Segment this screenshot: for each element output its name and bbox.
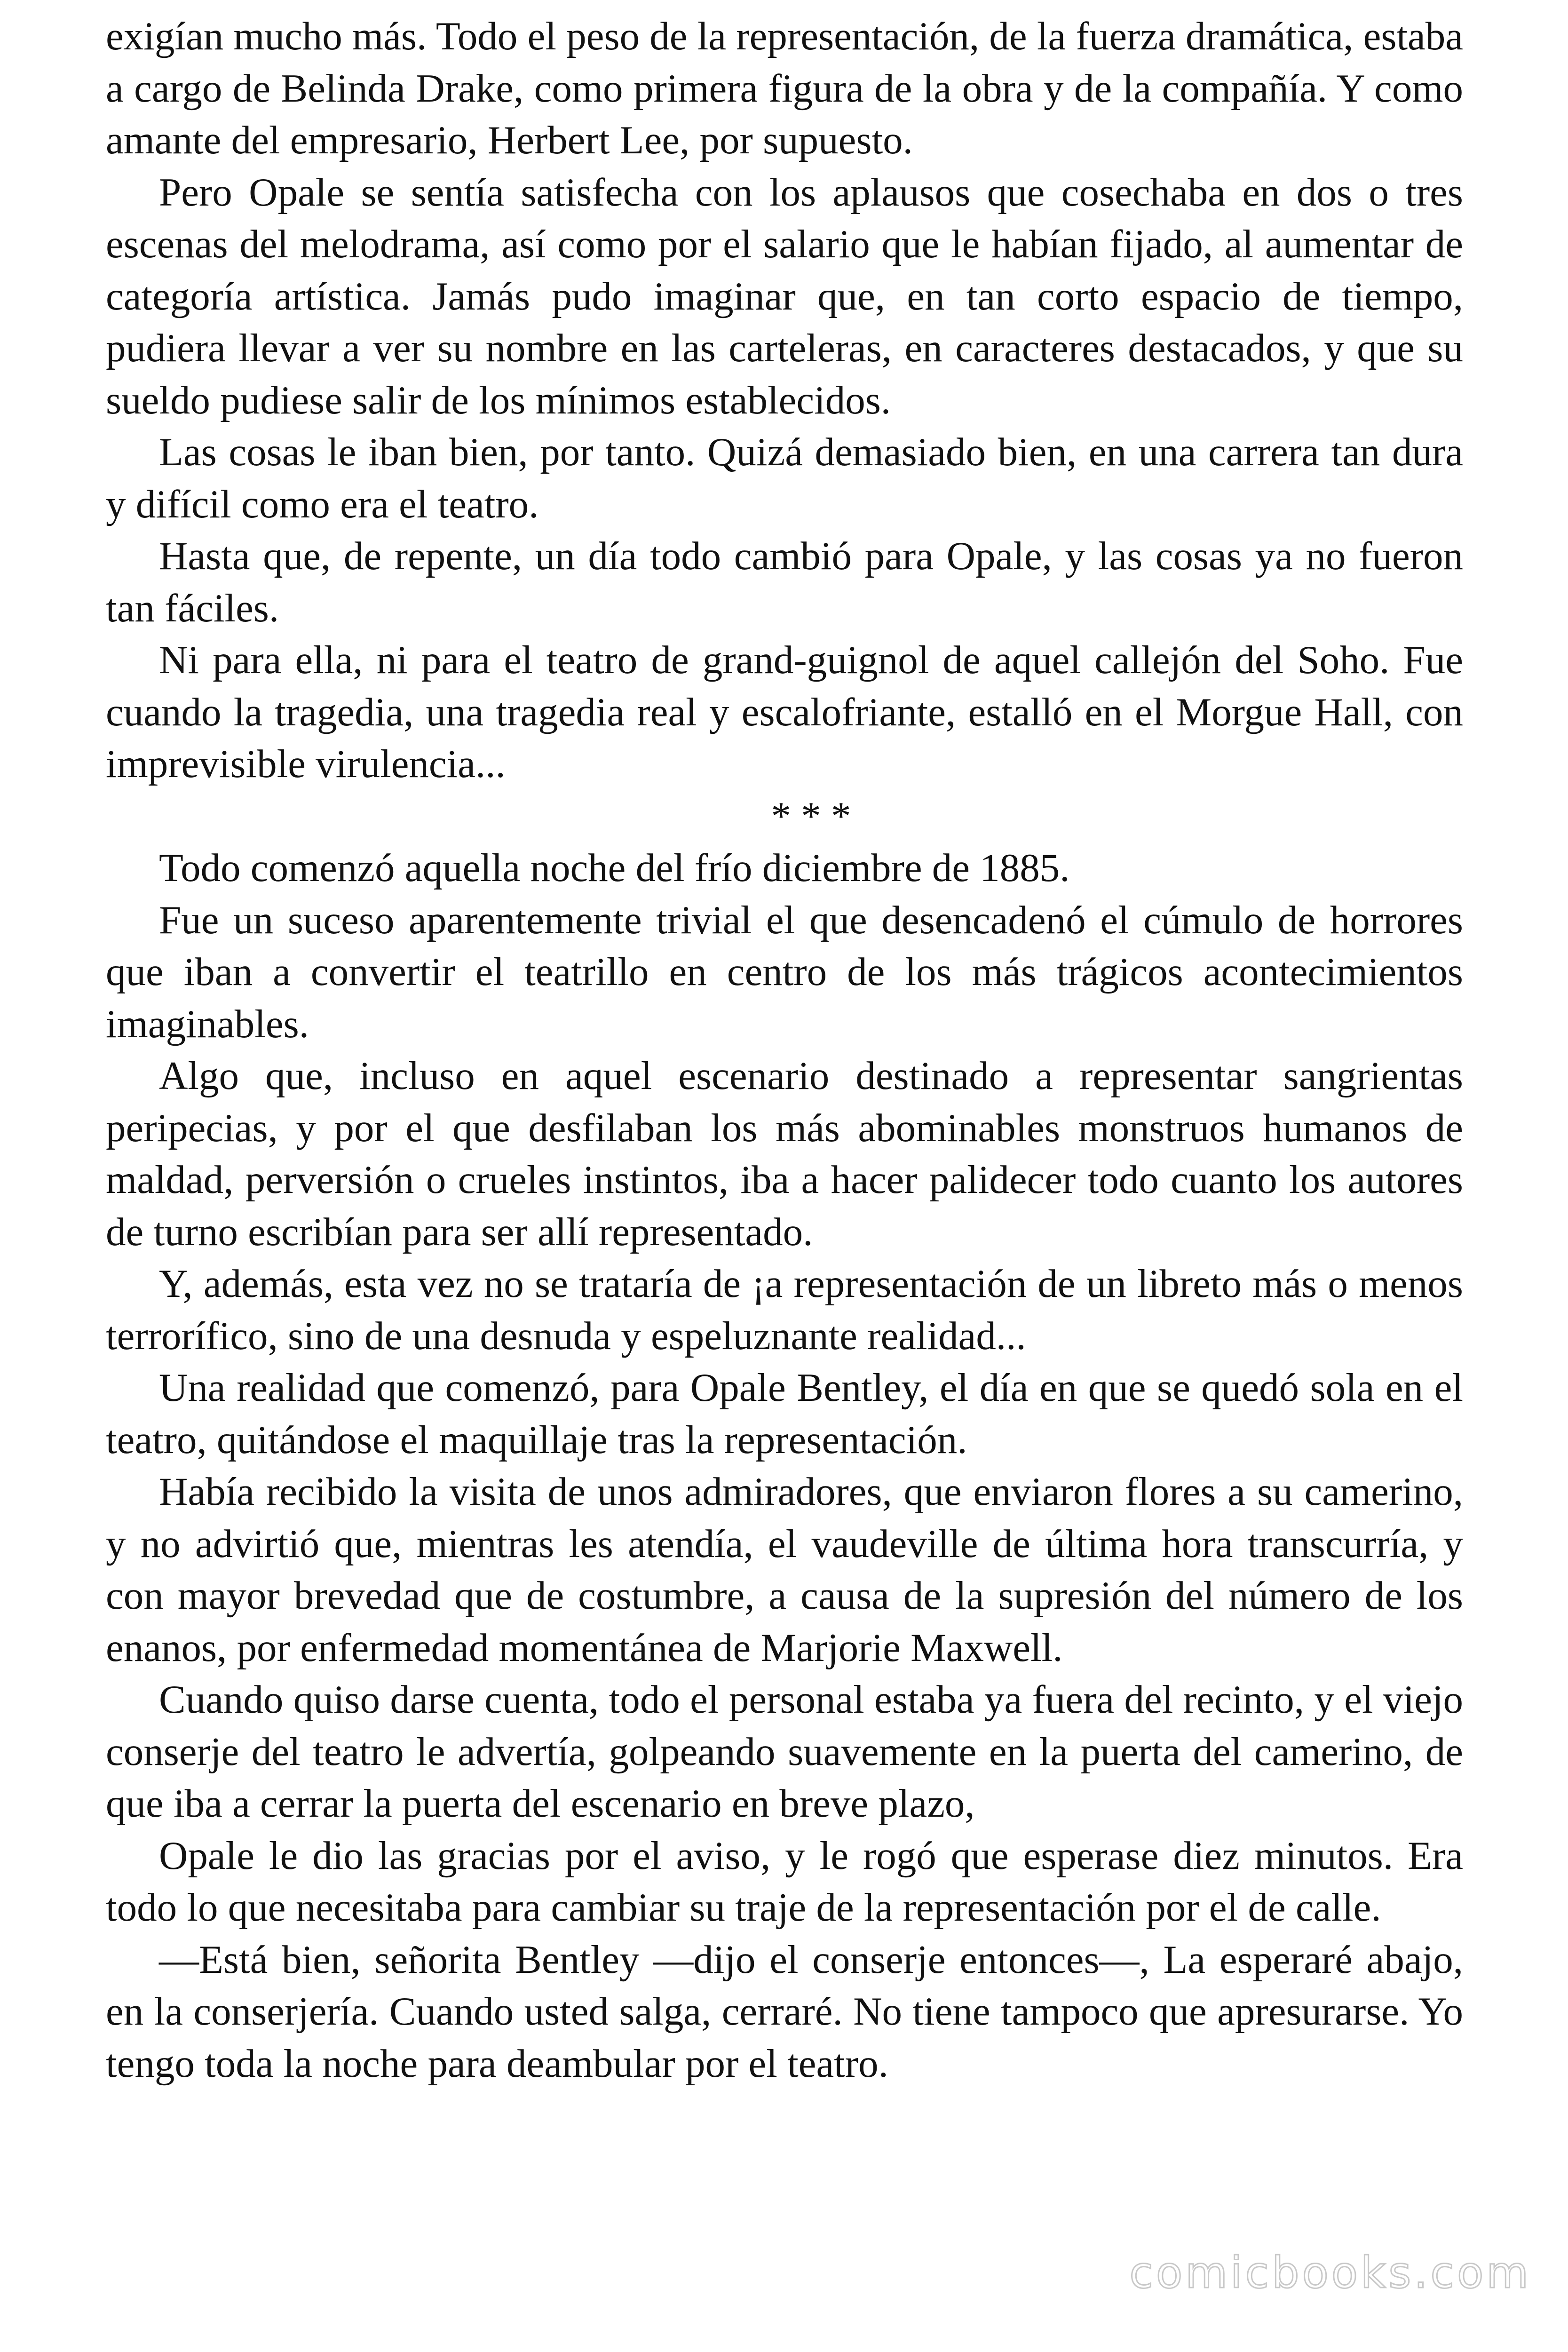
scene-break: * * * bbox=[771, 794, 851, 838]
page-text bbox=[106, 10, 1463, 2090]
paragraph: exigían mucho más. Todo el peso de la representación, de la fuerza dramática, estaba a cargo de Belinda Drake, como primera figura de la obra y de la compañía. Y como amante del empresario, Herbert Lee, por supuesto. bbox=[106, 14, 1463, 162]
paragraph: Ni para ella, ni para el teatro de grand-guignol de aquel callejón del Soho. Fue cuando la tragedia, una tragedia real y escalofriante, estalló en el Morgue Hall, con imprevisible virulencia... bbox=[106, 638, 1463, 786]
paragraph: Y, además, esta vez no se trataría de ¡a representación de un libreto más o menos terrorífico, sino de una desnuda y espeluznante realidad... bbox=[106, 1262, 1463, 1358]
paragraph: Pero Opale se sentía satisfecha con los aplausos que cosechaba en dos o tres escenas del melodrama, así como por el salario que le habían fijado, al aumentar de categoría artística. Jamás pudo imaginar que, en tan corto espacio de tiempo, pudiera llevar a ver su nombre en las carteleras, en caracteres destacados, y que su sueldo pudiese salir de los mínimos establecidos. bbox=[106, 170, 1463, 422]
paragraph: Una realidad que comenzó, para Opale Bentley, el día en que se quedó sola en el teatro, quitándose el maquillaje tras la representación. bbox=[106, 1366, 1463, 1462]
paragraph: Cuando quiso darse cuenta, todo el personal estaba ya fuera del recinto, y el viejo conserje del teatro le advertía, golpeando suavemente en la puerta del camerino, de que iba a cerrar la puerta del escenario en breve plazo, bbox=[106, 1677, 1463, 1826]
paragraph: Algo que, incluso en aquel escenario destinado a representar sangrientas peripecias, y por el que desfilaban los más abominables monstruos humanos de maldad, perversión o crueles instintos, iba a hacer palidecer todo cuanto los autores de turno escribían para ser allí representado. bbox=[106, 1054, 1463, 1254]
paragraph: Las cosas le iban bien, por tanto. Quizá demasiado bien, en una carrera tan dura y difícil como era el teatro. bbox=[106, 430, 1463, 526]
paragraph: Había recibido la visita de unos admiradores, que enviaron flores a su camerino, y no advirtió que, mientras les atendía, el vaudeville de última hora transcurría, y con mayor brevedad que de costumbre, a causa de la supresión del número de los enanos, por enfermedad momentánea de Marjorie Maxwell. bbox=[106, 1470, 1463, 1670]
paragraph: Opale le dio las gracias por el aviso, y le rogó que esperase diez minutos. Era todo lo que necesitaba para cambiar su traje de la representación por el de calle. bbox=[106, 1833, 1463, 1930]
paragraph: Todo comenzó aquella noche del frío diciembre de 1885. bbox=[159, 846, 1070, 890]
watermark: comicbooks.com bbox=[1129, 2248, 1531, 2298]
paragraph: —Está bien, señorita Bentley —dijo el conserje entonces—, La esperaré abajo, en la conserjería. Cuando usted salga, cerraré. No tiene tampoco que apresurarse. Yo tengo toda la noche para deambular por el teatro. bbox=[106, 1937, 1463, 2086]
paragraph: Hasta que, de repente, un día todo cambió para Opale, y las cosas ya no fueron tan fáciles. bbox=[106, 534, 1463, 630]
paragraph: Fue un suceso aparentemente trivial el que desencadenó el cúmulo de horrores que iban a convertir el teatrillo en centro de los más trágicos acontecimientos imaginables. bbox=[106, 898, 1463, 1046]
